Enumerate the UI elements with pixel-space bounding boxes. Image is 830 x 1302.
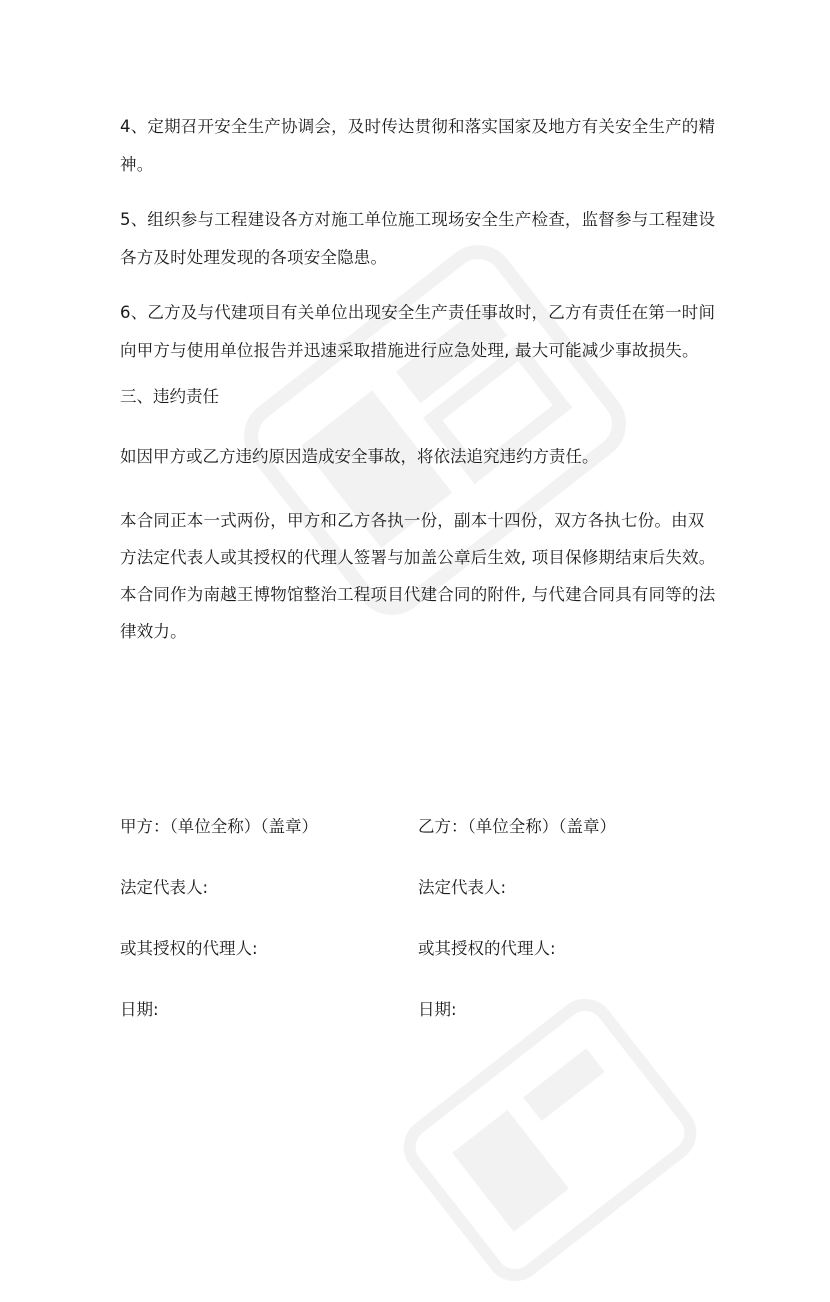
clause-6: 6、乙方及与代建项目有关单位出现安全生产责任事故时，乙方有责任在第一时间向甲方与使用单位报告并迅速采取措施进行应急处理, 最大可能减少事故损失。: [120, 303, 716, 360]
party-a-date-label: 日期:: [120, 1000, 159, 1019]
liability-text: 如因甲方或乙方违约原因造成安全事故，将依法追究违约方责任。: [120, 447, 599, 466]
signature-row-party: [120, 812, 720, 873]
party-a-name-label: 甲方：（单位全称）（盖章）: [120, 817, 318, 836]
signature-row-date: [120, 995, 720, 1056]
contract-effect-text: 本合同正本一式两份，甲方和乙方各执一份，副本十四份，双方各执七份。由双方法定代表人或其授权的代理人签署与加盖公章后生效, 项目保修期结束后失效。本合同作为南越王博物馆整治工程项目代建合同的附件, 与代建合同具有同等的法律效力。: [120, 511, 716, 641]
party-b-legal-rep-label: 法定代表人:: [418, 878, 507, 897]
clause-5: 5、组织参与工程建设各方对施工单位施工现场安全生产检查，监督参与工程建设各方及时处理发现的各项安全隐患。: [120, 210, 716, 267]
document-body: [120, 108, 720, 667]
party-b-name-label: 乙方：（单位全称）（盖章）: [418, 817, 616, 836]
section-heading-liability: 三、违约责任: [120, 387, 219, 406]
signature-row-agent: [120, 934, 720, 995]
party-a-legal-rep-label: 法定代表人:: [120, 878, 209, 897]
party-b-date-label: 日期:: [418, 1000, 457, 1019]
party-b-agent-label: 或其授权的代理人:: [418, 939, 556, 958]
party-a-agent-label: 或其授权的代理人:: [120, 939, 258, 958]
signature-row-legal-rep: [120, 873, 720, 934]
signature-block: [120, 812, 720, 1056]
clause-4: 4、定期召开安全生产协调会，及时传达贯彻和落实国家及地方有关安全生产的精神。: [120, 117, 716, 174]
